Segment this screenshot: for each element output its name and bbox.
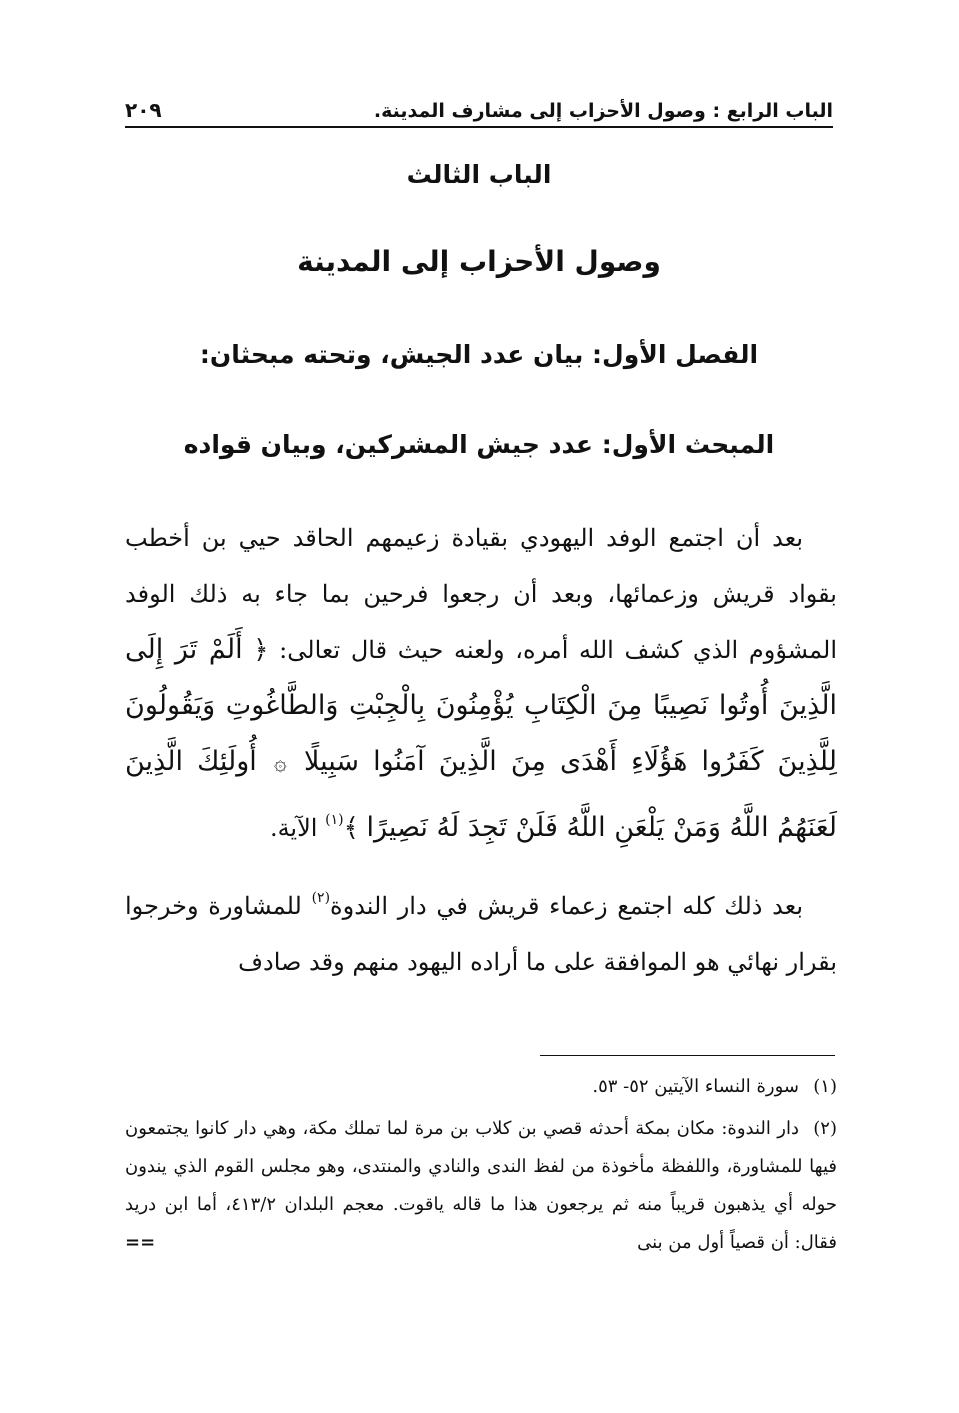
quran-verse-2: أُولَئِكَ الَّذِينَ لَعَنَهُمُ اللَّهُ وَمَنْ يَلْعَنِ اللَّهُ فَلَنْ تَجِدَ لَهُ نَصِيرًا bbox=[125, 746, 837, 843]
footnote-divider bbox=[540, 1055, 835, 1056]
footnotes bbox=[125, 1068, 837, 1262]
paragraph-1 bbox=[125, 510, 837, 856]
verse-separator-icon: ۞ bbox=[273, 751, 287, 776]
chapter-heading: الفصل الأول: بيان عدد الجيش، وتحته مبحثان: bbox=[199, 340, 759, 369]
footnote-1 bbox=[125, 1068, 837, 1106]
footnote-2 bbox=[125, 1110, 837, 1262]
quran-verse-1: أَلَمْ تَرَ إِلَى الَّذِينَ أُوتُوا نَصِيبًا مِنَ الْكِتَابِ يُؤْمِنُونَ بِالْجِبْتِ وَالطَّاغُوتِ وَيَقُولُونَ لِلَّذِينَ كَفَرُوا هَؤُلَاءِ أَهْدَى مِنَ الَّذِينَ آمَنُوا سَبِيلًا bbox=[125, 634, 837, 777]
paragraph-1-outro: الآية. bbox=[269, 814, 318, 842]
running-header bbox=[125, 96, 833, 128]
section-heading: المبحث الأول: عدد جيش المشركين، وبيان قواده bbox=[183, 430, 775, 459]
running-title: الباب الرابع : وصول الأحزاب إلى مشارف المدينة. bbox=[373, 100, 833, 122]
page-number: ٢٠٩ bbox=[125, 98, 162, 122]
footnote-2-marker: (٢) bbox=[813, 1118, 837, 1139]
title-heading: وصول الأحزاب إلى المدينة bbox=[297, 245, 661, 278]
paragraph-2-end: للمشاورة وخرجوا بقرار نهائي هو الموافقة على ما أراده اليهود منهم وقد صادف bbox=[125, 892, 837, 976]
part-heading: الباب الثالث bbox=[406, 160, 552, 189]
body-text bbox=[125, 510, 837, 990]
paragraph-2 bbox=[125, 870, 837, 990]
paragraph-1-intro: بعد أن اجتمع الوفد اليهودي بقيادة زعيمهم الحاقد حيي بن أخطب بقواد قريش وزعمائها، وبعد أن رجعوا فرحين بما جاء به ذلك الوفد المشؤوم الذي كشف الله أمره، ولعنه حيث قال تعالى: bbox=[125, 524, 837, 664]
footnote-1-marker: (١) bbox=[813, 1076, 837, 1097]
continuation-mark: == bbox=[125, 1232, 156, 1253]
footnote-2-text: دار الندوة: مكان بمكة أحدثه قصي بن كلاب بن مرة لما تملك مكة، وهي دار كانوا يجتمعون فيها للمشاورة، واللفظة مأخوذة من لفظ الندى والنادي والمنتدى، وهو مجلس القوم الذي يندون حوله أي يذهبون قريباً منه ثم يرجعون هذا ما قاله ياقوت. معجم البلدان ٤١٣/٢، أما ابن دريد فقال: أن قصياً أول من بنى bbox=[125, 1118, 837, 1253]
footnote-ref-2: (٢) bbox=[311, 890, 331, 906]
quran-brace-open: ﴿ bbox=[253, 635, 269, 665]
footnote-1-text: سورة النساء الآيتين ٥٢- ٥٣. bbox=[592, 1076, 799, 1097]
footnote-ref-1: (١) bbox=[325, 812, 344, 828]
quran-brace-close: ﴾ bbox=[343, 813, 359, 843]
paragraph-2-start: بعد ذلك كله اجتمع زعماء قريش في دار الندوة bbox=[330, 892, 803, 920]
